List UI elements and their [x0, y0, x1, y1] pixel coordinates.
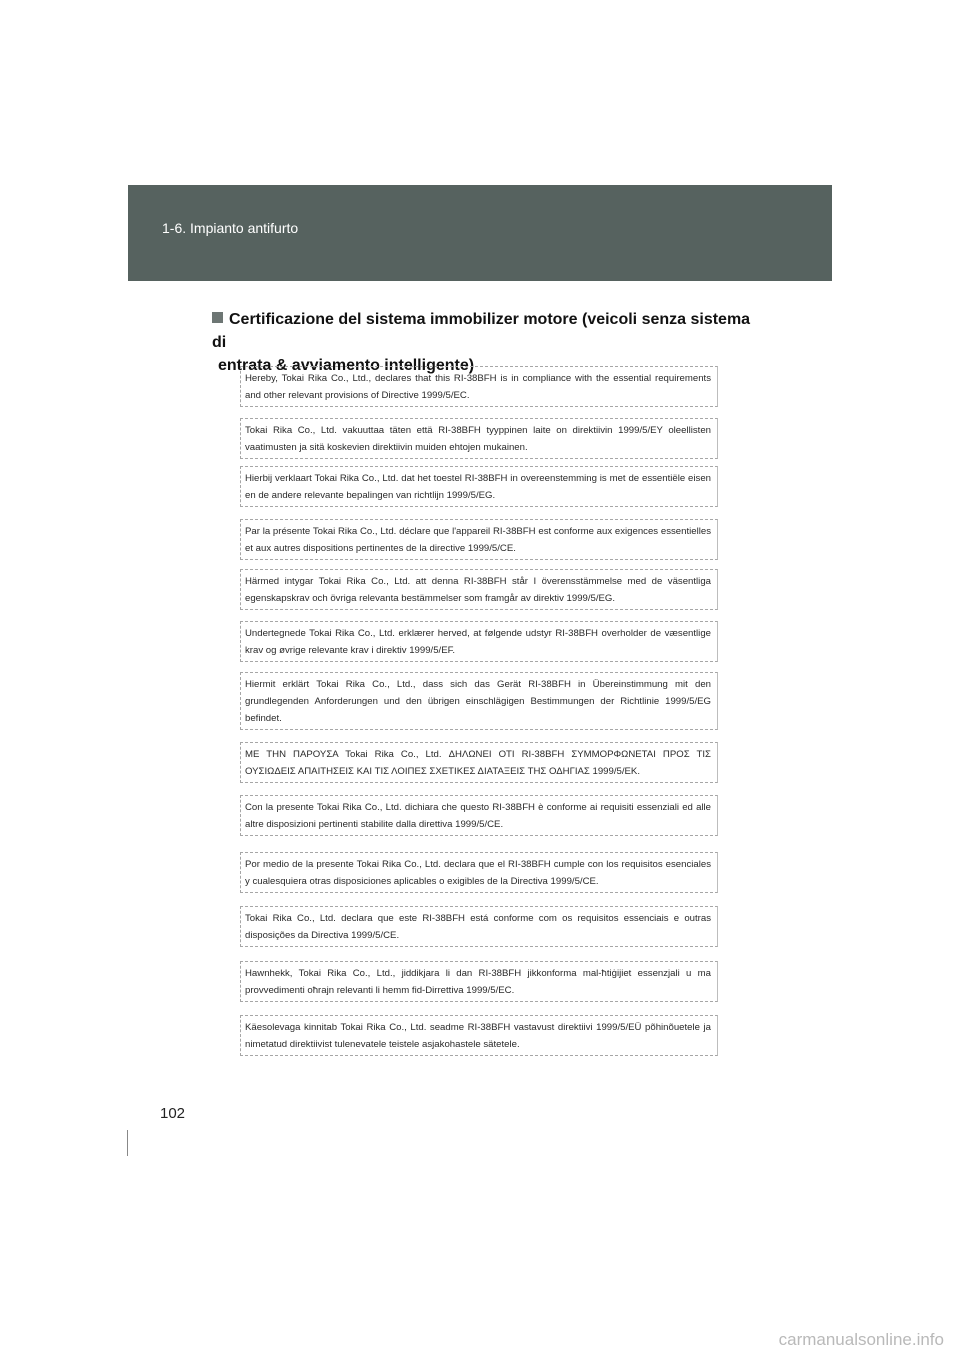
declaration-finnish: Tokai Rika Co., Ltd. vakuuttaa täten että RI-38BFH tyyppinen laite on direktiivin 1999/5/EY oleellisten vaatimusten ja sitä koskevien direktiivin muiden ehtojen mukainen. [240, 418, 718, 459]
declaration-danish: Undertegnede Tokai Rika Co., Ltd. erklærer herved, at følgende udstyr RI-38BFH overholder de væsentlige krav og øvrige relevante krav i direktiv 1999/5/EF. [240, 621, 718, 662]
declaration-maltese: Hawnhekk, Tokai Rika Co., Ltd., jiddikjara li dan RI-38BFH jikkonforma mal-ħtiġijiet essenzjali u ma provvedimenti oħrajn relevanti li hemm fid-Dirrettiva 1999/5/EC. [240, 961, 718, 1002]
page-number: 102 [160, 1105, 186, 1122]
watermark: carmanualsonline.info [778, 1330, 944, 1349]
declaration-portuguese: Tokai Rika Co., Ltd. declara que este RI-38BFH está conforme com os requisitos essenciais e outras disposições da Directiva 1999/5/CE. [240, 906, 718, 947]
declaration-estonian: Käesolevaga kinnitab Tokai Rika Co., Ltd. seadme RI-38BFH vastavust direktiivi 1999/5/EÜ põhinõuetele ja nimetatud direktiivist tulenevatele teistele asjakohastele sätetele. [240, 1015, 718, 1056]
heading-line-1: Certificazione del sistema immobilizer motore (veicoli senza sistema di [212, 311, 751, 351]
section-title: 1-6. Impianto antifurto [162, 220, 299, 236]
declaration-french: Par la présente Tokai Rika Co., Ltd. déclare que l'appareil RI-38BFH est conforme aux exigences essentielles et aux autres dispositions pertinentes de la directive 1999/5/CE. [240, 519, 718, 560]
heading-line-2: entrata & avviamento intelligente) [218, 357, 475, 374]
declaration-german: Hiermit erklärt Tokai Rika Co., Ltd., dass sich das Gerät RI-38BFH in Übereinstimmung mit den grundlegenden Anforderungen und den übrigen einschlägigen Bestimmungen der Richtlinie 1999/5/EG befindet. [240, 672, 718, 730]
square-bullet-icon [212, 312, 223, 323]
declaration-spanish: Por medio de la presente Tokai Rika Co., Ltd. declara que el RI-38BFH cumple con los requisitos esenciales y cualesquiera otras disposiciones aplicables o exigibles de la Directiva 1999/5/CE. [240, 852, 718, 893]
declaration-swedish: Härmed intygar Tokai Rika Co., Ltd. att denna RI-38BFH står I överensstämmelse med de väsentliga egenskapskrav och övriga relevanta bestämmelser som framgår av direktiv 1999/5/EG. [240, 569, 718, 610]
declaration-english: Hereby, Tokai Rika Co., Ltd., declares that this RI-38BFH is in compliance with the essential requirements and other relevant provisions of Directive 1999/5/EC. [240, 366, 718, 407]
margin-rule [127, 1130, 128, 1156]
declaration-dutch: Hierbij verklaart Tokai Rika Co., Ltd. dat het toestel RI-38BFH in overeenstemming is met de essentiële eisen en de andere relevante bepalingen van richtlijn 1999/5/EG. [240, 466, 718, 507]
declaration-italian: Con la presente Tokai Rika Co., Ltd. dichiara che questo RI-38BFH è conforme ai requisiti essenziali ed alle altre disposizioni pertinenti stabilite dalla direttiva 1999/5/CE. [240, 795, 718, 836]
declaration-greek: ΜΕ ΤΗΝ ΠΑΡΟΥΣΑ Tokai Rika Co., Ltd. ΔΗΛΩΝΕΙ ΟΤΙ RI-38BFH ΣΥΜΜΟΡΦΩΝΕΤΑΙ ΠΡΟΣ ΤΙΣ ΟΥΣΙΩΔΕΙΣ ΑΠΑΙΤΗΣΕΙΣ ΚΑΙ ΤΙΣ ΛΟΙΠΕΣ ΣΧΕΤΙΚΕΣ ΔΙΑΤΑΞΕΙΣ ΤΗΣ ΟΔΗΓΙΑΣ 1999/5/ΕΚ. [240, 742, 718, 783]
